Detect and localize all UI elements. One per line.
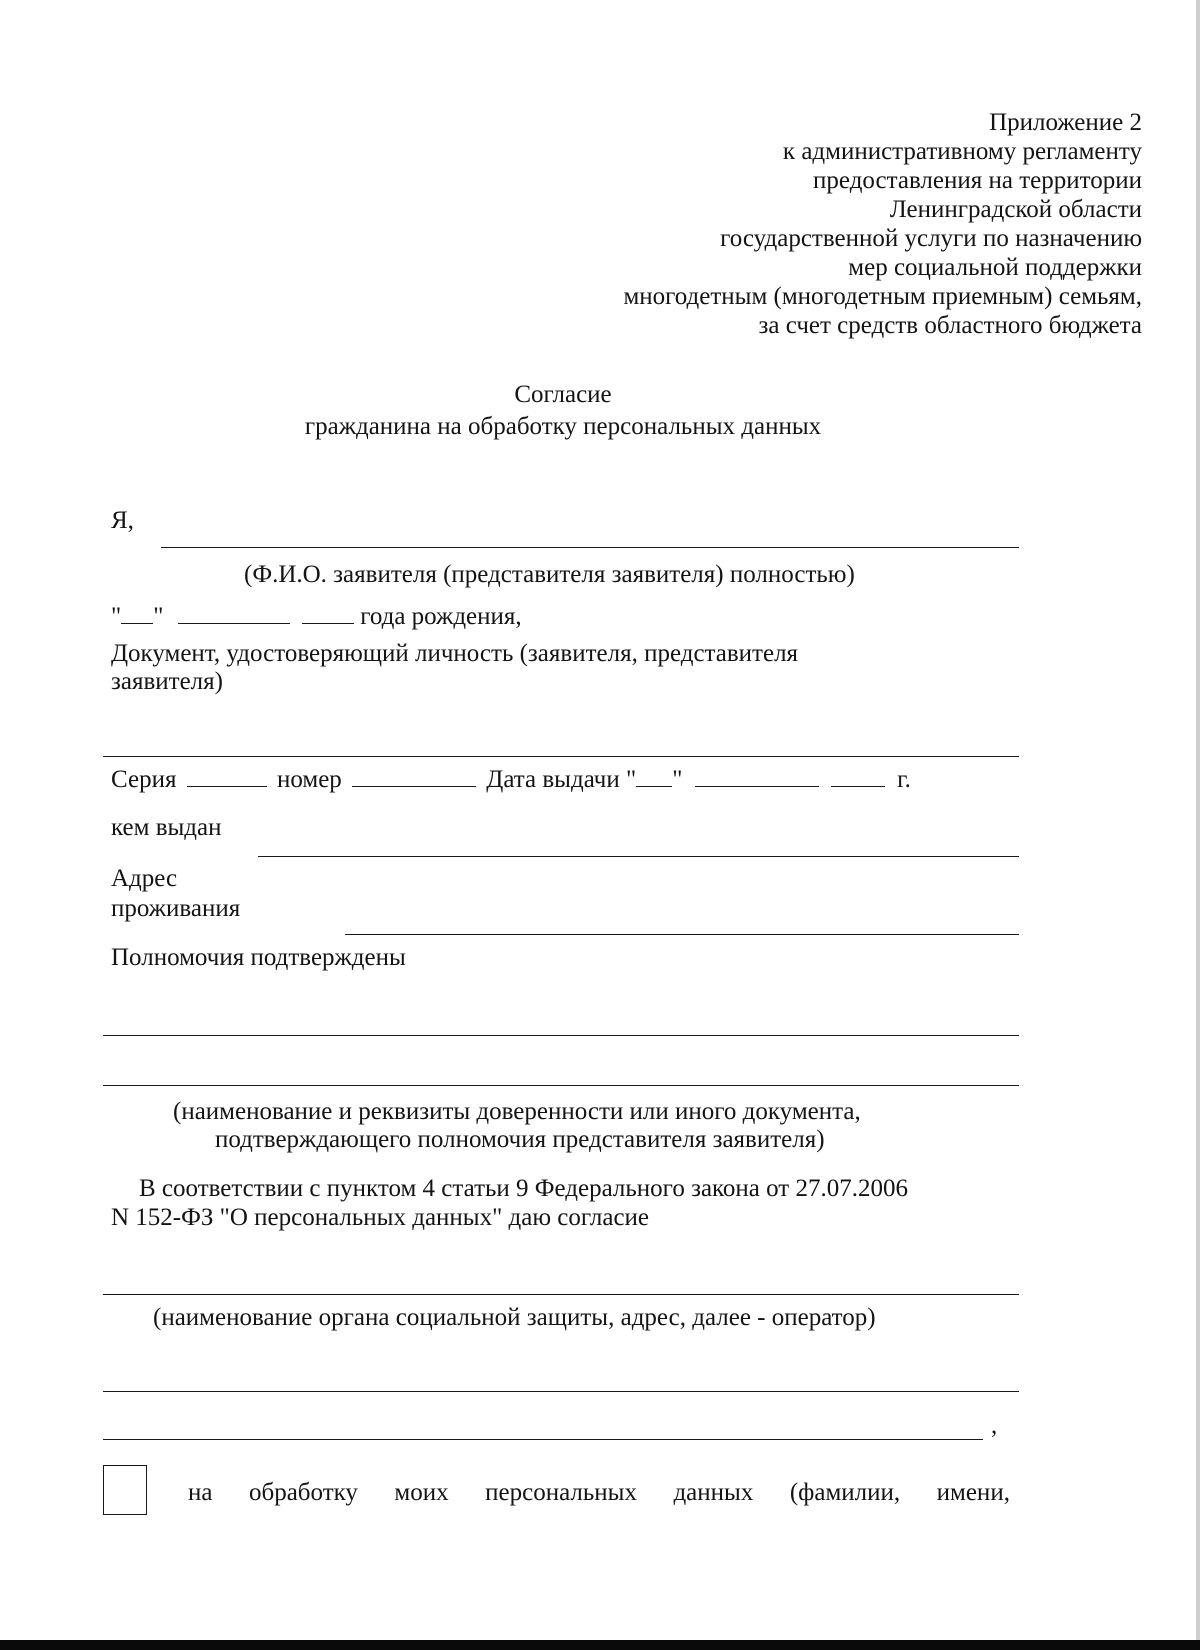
address-label-line2: проживания	[111, 895, 241, 922]
authority-caption-line1: (наименование и реквизиты доверенности или иного документа,	[173, 1098, 861, 1125]
birth-year-field[interactable]	[302, 605, 354, 624]
header-line: многодетным (многодетным приемным) семьям,	[623, 283, 1142, 310]
issue-month-field[interactable]	[695, 768, 819, 787]
document-title: Согласие	[514, 381, 612, 408]
consent-word: на	[188, 1479, 213, 1506]
address-field[interactable]	[345, 934, 1019, 935]
issue-day-field[interactable]	[636, 768, 672, 787]
issued-by-field[interactable]	[258, 856, 1019, 857]
number-label: номер	[276, 766, 342, 793]
authority-field-2[interactable]	[103, 1085, 1019, 1086]
consent-text-line2: N 152-ФЗ "О персональных данных" даю согласие	[111, 1204, 650, 1231]
year-suffix: г.	[897, 766, 911, 793]
scan-bottom-edge	[0, 1640, 1200, 1650]
issue-date-label: Дата выдачи "	[486, 766, 637, 793]
ya-label: Я,	[111, 507, 134, 534]
header-line: государственной услуги по назначению	[720, 225, 1142, 252]
quote-mark: "	[153, 603, 164, 630]
consent-word: данных	[673, 1479, 754, 1506]
quote-mark: "	[111, 603, 122, 630]
operator-field[interactable]	[103, 1294, 1019, 1295]
header-line: мер социальной поддержки	[848, 254, 1142, 281]
header-line: Приложение 2	[989, 109, 1142, 136]
consent-text-line1: В соответствии с пунктом 4 статьи 9 Федерального закона от 27.07.2006	[139, 1175, 908, 1202]
passport-row	[111, 767, 911, 792]
consent-word: имени,	[936, 1479, 1010, 1506]
birth-month-field[interactable]	[178, 605, 290, 624]
header-line: Ленинградской области	[889, 196, 1142, 223]
number-field[interactable]	[352, 768, 476, 787]
consent-checkbox[interactable]	[103, 1465, 147, 1515]
document-label-line1: Документ, удостоверяющий личность (заявителя, представителя	[111, 640, 799, 667]
document-label-line2: заявителя)	[111, 668, 223, 695]
operator-extra-field-1[interactable]	[103, 1391, 1019, 1392]
birth-day-field[interactable]	[121, 605, 153, 624]
authority-field-1[interactable]	[103, 1035, 1019, 1036]
series-field[interactable]	[187, 768, 267, 787]
authority-caption-line2: подтверждающего полномочия представителя заявителя)	[215, 1126, 825, 1153]
operator-caption: (наименование органа социальной защиты, адрес, далее - оператор)	[153, 1304, 876, 1331]
issued-by-label: кем выдан	[111, 814, 222, 841]
document-subtitle: гражданина на обработку персональных данных	[304, 413, 822, 440]
comma: ,	[991, 1412, 998, 1439]
consent-word: персональных	[485, 1479, 637, 1506]
header-line: за счет средств областного бюджета	[758, 312, 1142, 339]
fio-caption: (Ф.И.О. заявителя (представителя заявителя) полностью)	[244, 561, 855, 588]
series-label: Серия	[111, 766, 177, 793]
authority-label: Полномочия подтверждены	[111, 944, 406, 971]
birth-label: года рождения,	[360, 603, 522, 630]
consent-option-text	[188, 1480, 1010, 1505]
fio-field[interactable]	[161, 547, 1019, 548]
consent-word: (фамилии,	[789, 1479, 901, 1506]
document-field[interactable]	[103, 756, 1019, 757]
appendix-header	[623, 108, 1142, 340]
issue-year-field[interactable]	[831, 768, 885, 787]
birth-date-row	[111, 604, 522, 629]
consent-word: моих	[394, 1479, 449, 1506]
header-line: к административному регламенту	[782, 138, 1142, 165]
address-label-line1: Адрес	[111, 865, 178, 892]
consent-word: обработку	[248, 1479, 358, 1506]
operator-extra-field-2[interactable]	[103, 1439, 983, 1440]
quote-mark: "	[672, 766, 683, 793]
scan-edge	[1196, 0, 1200, 1640]
header-line: предоставления на территории	[813, 167, 1142, 194]
